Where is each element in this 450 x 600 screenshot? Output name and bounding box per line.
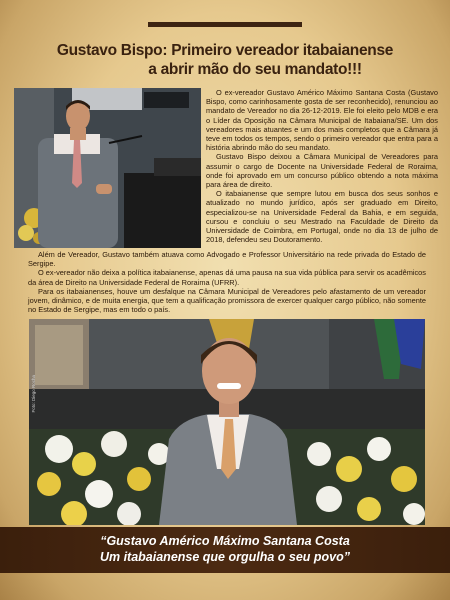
- paragraph-6: Para os itabaianenses, houve um desfalque na Câmara Municipal de Vereadores pelo afastamento de um vereador jovem, dinâmico, e de muita energia, que tem a qualificação promissora de exercer qualquer cargo público, não somente no Estado de Sergipe, mas em todo o país.: [28, 286, 426, 315]
- caption-line-2: Um itabaianense que orgulha o seu povo”: [99, 550, 351, 564]
- photo-credit: Foto: Diego Rocha: [31, 375, 36, 413]
- article-title: [30, 41, 420, 79]
- portrait-photo: [29, 319, 425, 525]
- paragraph-3: O itabaianense que sempre lutou em busca dos seus sonhos e atualizado no mundo jurídico, após ser graduado em Direito, especializou-se na Universidade Federal da Bahia, e em seguida, cursou e concluiu o seu Mestrado na Faculdade de Direito da Universidade de Coimbra, em Portugal, onde no dia 13 de julho de 2018, defendeu seu Doutoramento.: [206, 189, 438, 245]
- paragraph-2: Gustavo Bispo deixou a Câmara Municipal de Vereadores para assumir o cargo de Docente na Universidade Federal de Roraima, onde foi aprovado em um concurso público obtendo a nota máxima para área de direito.: [206, 152, 438, 190]
- top-divider: [148, 22, 302, 27]
- speech-photo: [14, 88, 201, 248]
- full-width-text: [28, 250, 426, 314]
- title-line-2: a abrir mão do seu mandato!!!: [148, 61, 362, 78]
- paragraph-1: O ex-vereador Gustavo Américo Máximo Santana Costa (Gustavo Bispo, como carinhosamente gosta de ser reconhecido), renunciou ao mandato de Vereador no dia 26-12-2019. Ele foi eleito pelo MDB e era o Líder da Oposição na Câmara Municipal de Itabaiana/SE. Um dos vereadores mais atuantes e um dos mais completos que a Câmara já teve em todos os tempos, sendo o primeiro vereador que entra para a história abrindo mão do seu mandato.: [206, 88, 438, 153]
- photo-caption: [0, 533, 450, 565]
- right-column-text: [206, 88, 438, 244]
- paragraph-5: O ex-vereador não deixa a política itabaianense, apenas dá uma pausa na sua vida pública para servir os acadêmicos da área de Direito na Universidade Federal de Roraima (UFRR).: [28, 268, 426, 287]
- title-line-1: Gustavo Bispo: Primeiro vereador itabaianense: [56, 42, 394, 59]
- caption-line-1: “Gustavo Américo Máximo Santana Costa: [100, 534, 350, 548]
- paragraph-4: Além de Vereador, Gustavo também atuava como Advogado e Professor Universitário na rede privada do Estado de Sergipe.: [28, 250, 426, 269]
